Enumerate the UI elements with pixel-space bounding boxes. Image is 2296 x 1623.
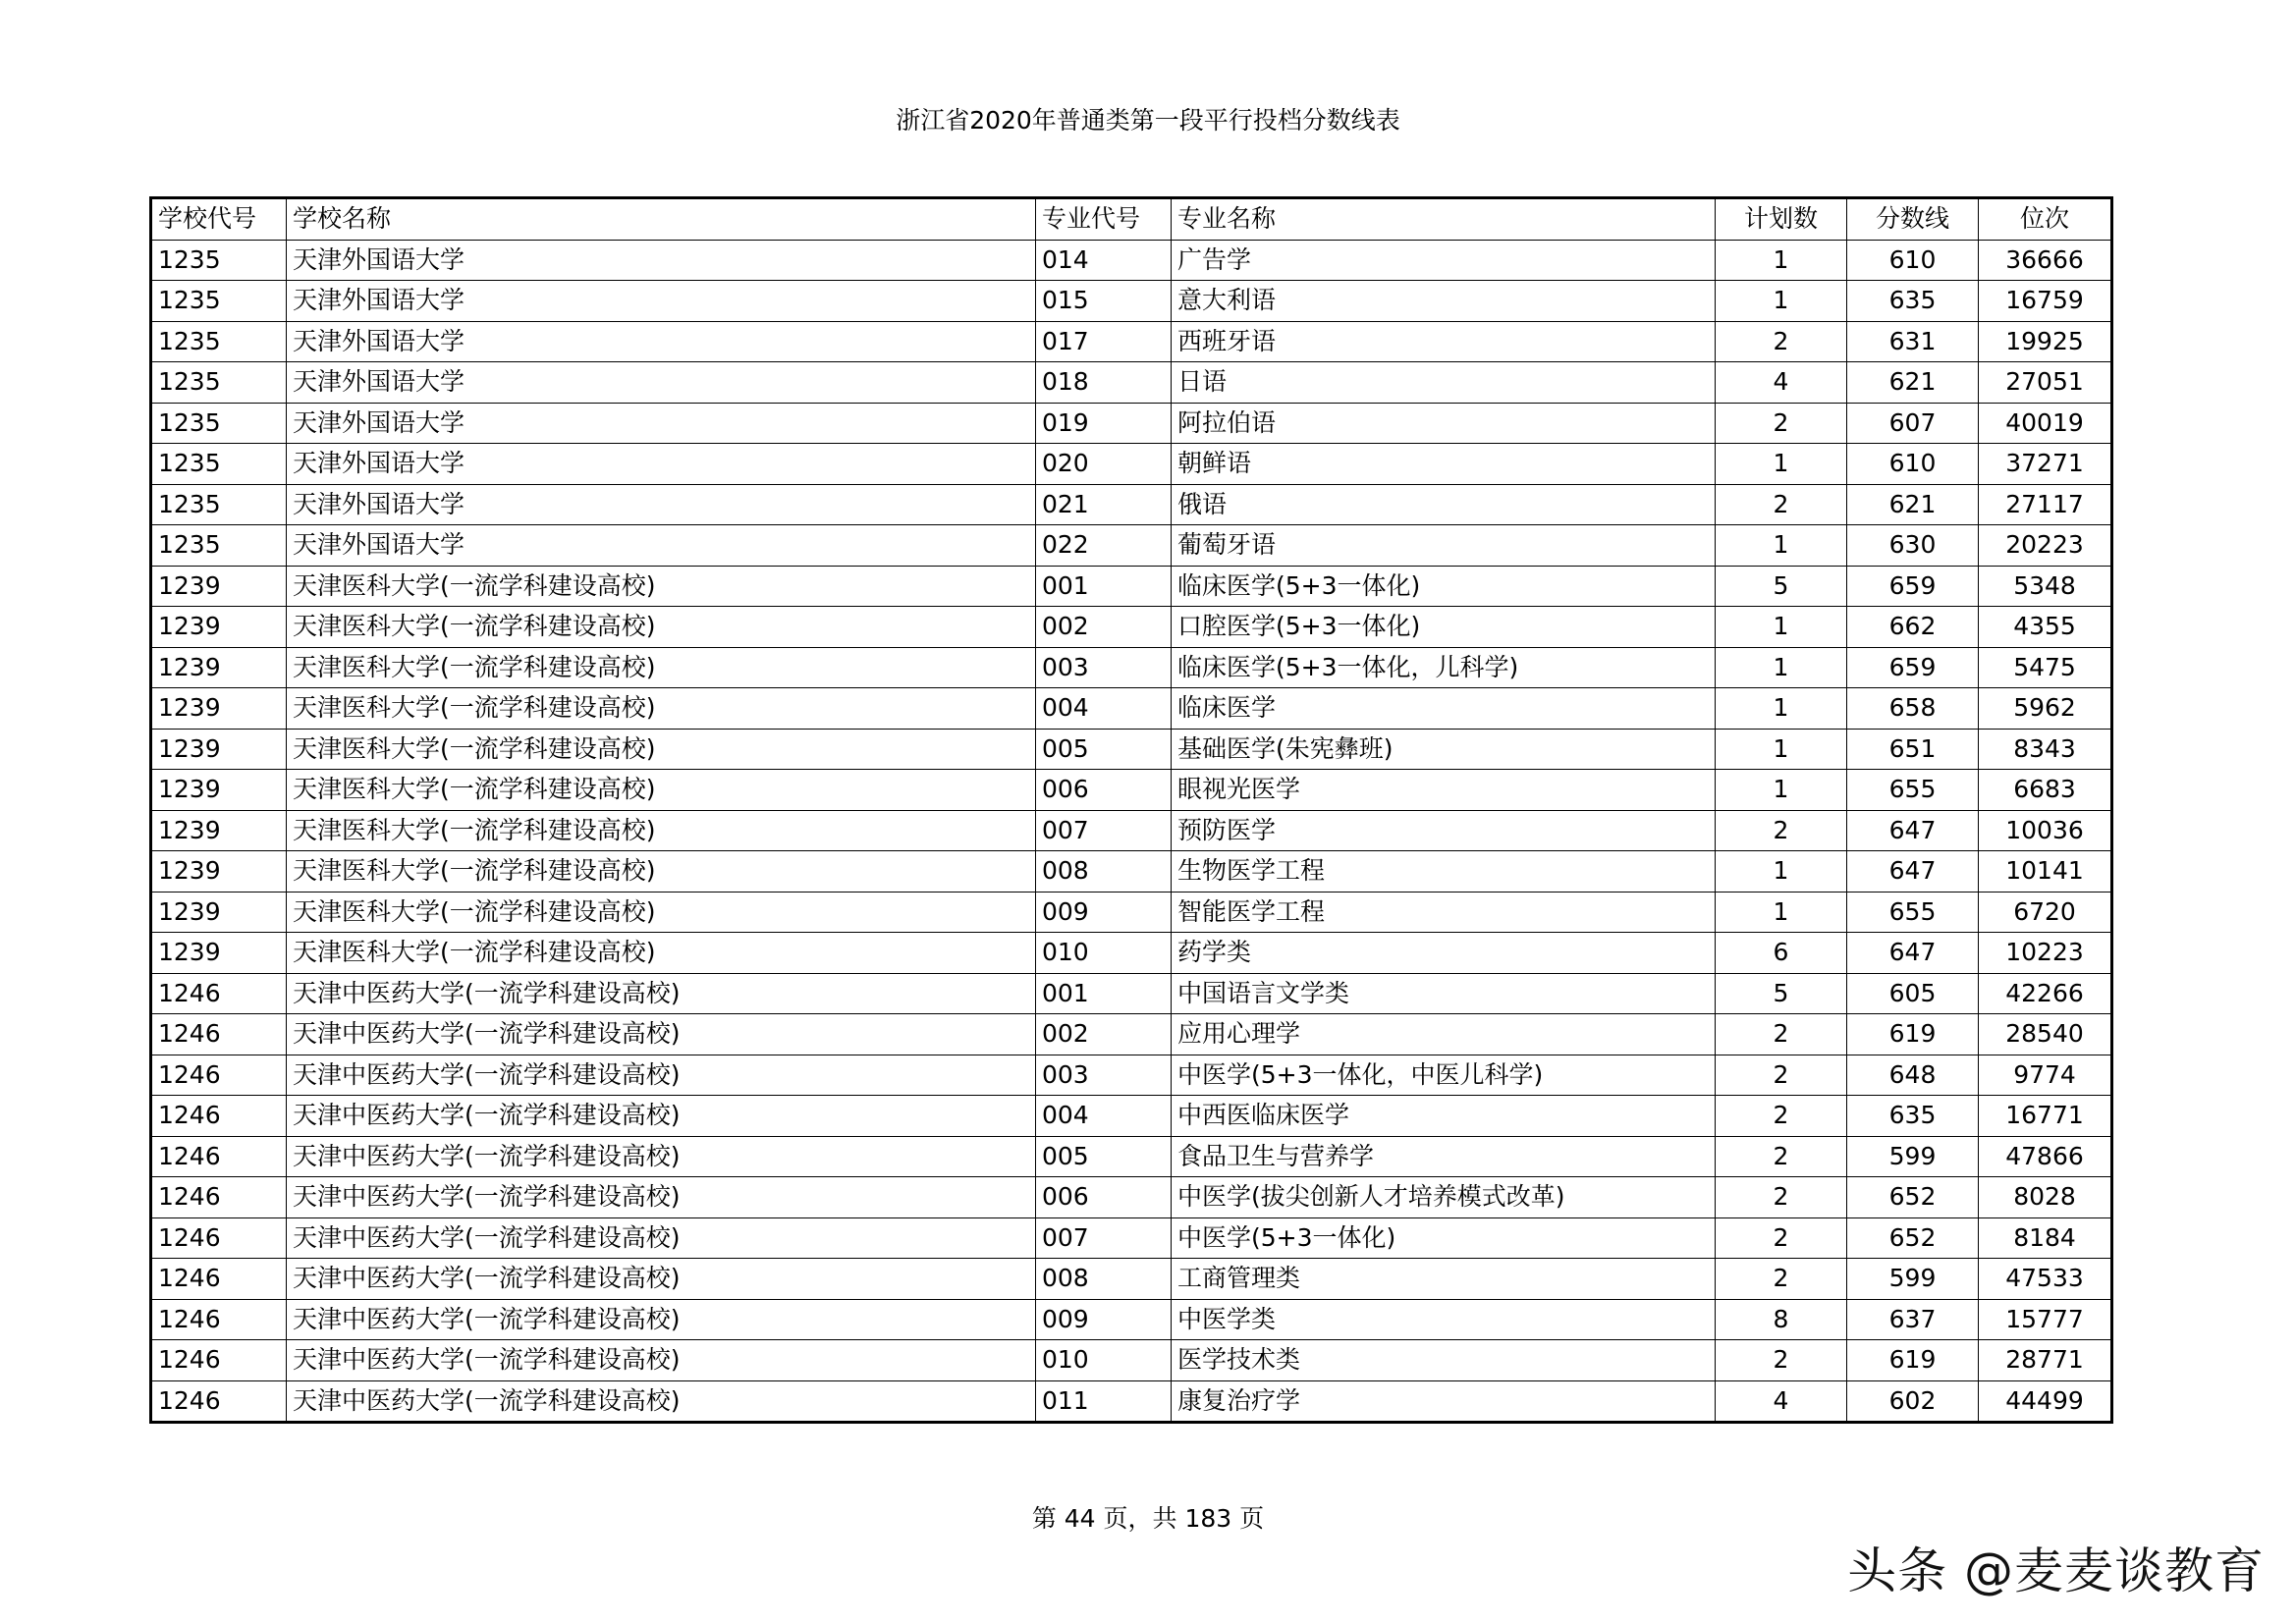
school-code-cell: 1246: [151, 973, 287, 1014]
school-name-cell: 天津外国语大学: [287, 484, 1036, 525]
score-line-cell: 599: [1847, 1136, 1979, 1177]
rank-cell: 47533: [1979, 1259, 2112, 1300]
major-name-cell: 医学技术类: [1172, 1340, 1716, 1381]
plan-count-cell: 1: [1716, 688, 1847, 730]
score-line-cell: 610: [1847, 240, 1979, 281]
score-line-cell: 637: [1847, 1299, 1979, 1340]
major-name-cell: 工商管理类: [1172, 1259, 1716, 1300]
major-name-cell: 朝鲜语: [1172, 444, 1716, 485]
score-line-cell: 607: [1847, 403, 1979, 444]
score-line-cell: 630: [1847, 525, 1979, 567]
rank-cell: 5348: [1979, 566, 2112, 607]
rank-cell: 8343: [1979, 729, 2112, 770]
major-name-cell: 西班牙语: [1172, 321, 1716, 362]
table-row: [151, 973, 2112, 1014]
score-line-cell: 647: [1847, 933, 1979, 974]
table-row: [151, 1380, 2112, 1423]
score-line-cell: 635: [1847, 1096, 1979, 1137]
school-name-cell: 天津外国语大学: [287, 403, 1036, 444]
rank-cell: 40019: [1979, 403, 2112, 444]
school-name-cell: 天津外国语大学: [287, 240, 1036, 281]
rank-cell: 10223: [1979, 933, 2112, 974]
plan-count-cell: 2: [1716, 1096, 1847, 1137]
rank-cell: 20223: [1979, 525, 2112, 567]
plan-count-cell: 2: [1716, 1177, 1847, 1218]
school-name-cell: 天津医科大学(一流学科建设高校): [287, 647, 1036, 688]
plan-count-cell: 1: [1716, 647, 1847, 688]
header-school-code: 学校代号: [151, 198, 287, 241]
major-code-cell: 005: [1036, 729, 1172, 770]
score-line-cell: 658: [1847, 688, 1979, 730]
plan-count-cell: 1: [1716, 851, 1847, 893]
rank-cell: 8028: [1979, 1177, 2112, 1218]
major-name-cell: 口腔医学(5+3一体化): [1172, 607, 1716, 648]
table-row: [151, 933, 2112, 974]
major-code-cell: 002: [1036, 607, 1172, 648]
major-name-cell: 广告学: [1172, 240, 1716, 281]
major-code-cell: 003: [1036, 1055, 1172, 1096]
major-name-cell: 中医学类: [1172, 1299, 1716, 1340]
table-row: [151, 362, 2112, 404]
school-code-cell: 1246: [151, 1177, 287, 1218]
score-line-cell: 621: [1847, 484, 1979, 525]
header-major-name: 专业名称: [1172, 198, 1716, 241]
table-row: [151, 240, 2112, 281]
major-name-cell: 阿拉伯语: [1172, 403, 1716, 444]
admission-score-table: [149, 196, 2113, 1424]
rank-cell: 19925: [1979, 321, 2112, 362]
school-name-cell: 天津外国语大学: [287, 321, 1036, 362]
watermark: 头条 @麦麦谈教育: [1847, 1542, 2265, 1599]
rank-cell: 6720: [1979, 892, 2112, 933]
score-line-cell: 602: [1847, 1380, 1979, 1423]
table-row: [151, 688, 2112, 730]
score-line-cell: 651: [1847, 729, 1979, 770]
plan-count-cell: 5: [1716, 973, 1847, 1014]
school-name-cell: 天津外国语大学: [287, 444, 1036, 485]
major-name-cell: 药学类: [1172, 933, 1716, 974]
school-code-cell: 1246: [151, 1340, 287, 1381]
table-row: [151, 1259, 2112, 1300]
table-row: [151, 484, 2112, 525]
plan-count-cell: 5: [1716, 566, 1847, 607]
school-name-cell: 天津中医药大学(一流学科建设高校): [287, 1177, 1036, 1218]
school-name-cell: 天津医科大学(一流学科建设高校): [287, 770, 1036, 811]
school-code-cell: 1239: [151, 647, 287, 688]
school-code-cell: 1239: [151, 729, 287, 770]
major-code-cell: 007: [1036, 1217, 1172, 1259]
major-name-cell: 康复治疗学: [1172, 1380, 1716, 1423]
major-code-cell: 015: [1036, 281, 1172, 322]
score-line-cell: 662: [1847, 607, 1979, 648]
major-name-cell: 中国语言文学类: [1172, 973, 1716, 1014]
plan-count-cell: 1: [1716, 729, 1847, 770]
score-line-cell: 652: [1847, 1217, 1979, 1259]
major-code-cell: 009: [1036, 1299, 1172, 1340]
school-code-cell: 1239: [151, 688, 287, 730]
plan-count-cell: 4: [1716, 1380, 1847, 1423]
major-code-cell: 010: [1036, 1340, 1172, 1381]
school-code-cell: 1246: [151, 1380, 287, 1423]
score-line-cell: 652: [1847, 1177, 1979, 1218]
plan-count-cell: 6: [1716, 933, 1847, 974]
major-code-cell: 002: [1036, 1014, 1172, 1055]
major-name-cell: 临床医学(5+3一体化): [1172, 566, 1716, 607]
school-code-cell: 1235: [151, 362, 287, 404]
plan-count-cell: 2: [1716, 1136, 1847, 1177]
score-line-cell: 655: [1847, 892, 1979, 933]
major-name-cell: 中医学(5+3一体化，中医儿科学): [1172, 1055, 1716, 1096]
table-row: [151, 444, 2112, 485]
plan-count-cell: 2: [1716, 1014, 1847, 1055]
major-name-cell: 临床医学: [1172, 688, 1716, 730]
table-body: [151, 240, 2112, 1423]
school-name-cell: 天津中医药大学(一流学科建设高校): [287, 1136, 1036, 1177]
score-line-cell: 605: [1847, 973, 1979, 1014]
school-code-cell: 1239: [151, 810, 287, 851]
table-row: [151, 1096, 2112, 1137]
score-line-cell: 647: [1847, 810, 1979, 851]
major-name-cell: 中医学(拔尖创新人才培养模式改革): [1172, 1177, 1716, 1218]
rank-cell: 36666: [1979, 240, 2112, 281]
school-code-cell: 1239: [151, 566, 287, 607]
major-code-cell: 014: [1036, 240, 1172, 281]
school-name-cell: 天津外国语大学: [287, 362, 1036, 404]
plan-count-cell: 2: [1716, 403, 1847, 444]
major-name-cell: 食品卫生与营养学: [1172, 1136, 1716, 1177]
major-code-cell: 018: [1036, 362, 1172, 404]
header-plan-count: 计划数: [1716, 198, 1847, 241]
major-code-cell: 011: [1036, 1380, 1172, 1423]
table-row: [151, 1014, 2112, 1055]
rank-cell: 9774: [1979, 1055, 2112, 1096]
major-code-cell: 006: [1036, 770, 1172, 811]
plan-count-cell: 2: [1716, 1217, 1847, 1259]
school-code-cell: 1246: [151, 1136, 287, 1177]
score-line-cell: 631: [1847, 321, 1979, 362]
page-title: 浙江省2020年普通类第一段平行投档分数线表: [896, 106, 1400, 135]
rank-cell: 42266: [1979, 973, 2112, 1014]
score-line-cell: 610: [1847, 444, 1979, 485]
rank-cell: 37271: [1979, 444, 2112, 485]
school-name-cell: 天津中医药大学(一流学科建设高校): [287, 1014, 1036, 1055]
plan-count-cell: 1: [1716, 607, 1847, 648]
table-row: [151, 1177, 2112, 1218]
plan-count-cell: 1: [1716, 892, 1847, 933]
school-name-cell: 天津医科大学(一流学科建设高校): [287, 810, 1036, 851]
school-code-cell: 1235: [151, 321, 287, 362]
table-row: [151, 1217, 2112, 1259]
plan-count-cell: 1: [1716, 281, 1847, 322]
major-name-cell: 眼视光医学: [1172, 770, 1716, 811]
major-name-cell: 基础医学(朱宪彝班): [1172, 729, 1716, 770]
table-row: [151, 525, 2112, 567]
header-major-code: 专业代号: [1036, 198, 1172, 241]
table-row: [151, 1340, 2112, 1381]
major-code-cell: 008: [1036, 1259, 1172, 1300]
table-row: [151, 810, 2112, 851]
major-code-cell: 019: [1036, 403, 1172, 444]
rank-cell: 4355: [1979, 607, 2112, 648]
school-name-cell: 天津中医药大学(一流学科建设高校): [287, 1096, 1036, 1137]
score-line-cell: 619: [1847, 1340, 1979, 1381]
page-footer: 第 44 页，共 183 页: [1031, 1504, 1265, 1533]
school-code-cell: 1235: [151, 484, 287, 525]
major-name-cell: 俄语: [1172, 484, 1716, 525]
school-code-cell: 1246: [151, 1259, 287, 1300]
table-row: [151, 607, 2112, 648]
major-code-cell: 004: [1036, 688, 1172, 730]
table-row: [151, 1136, 2112, 1177]
plan-count-cell: 4: [1716, 362, 1847, 404]
school-name-cell: 天津中医药大学(一流学科建设高校): [287, 1340, 1036, 1381]
major-code-cell: 020: [1036, 444, 1172, 485]
major-code-cell: 005: [1036, 1136, 1172, 1177]
major-name-cell: 应用心理学: [1172, 1014, 1716, 1055]
plan-count-cell: 2: [1716, 1259, 1847, 1300]
plan-count-cell: 2: [1716, 321, 1847, 362]
school-code-cell: 1246: [151, 1055, 287, 1096]
table-row: [151, 1055, 2112, 1096]
plan-count-cell: 2: [1716, 1340, 1847, 1381]
rank-cell: 28771: [1979, 1340, 2112, 1381]
score-line-cell: 659: [1847, 566, 1979, 607]
rank-cell: 5475: [1979, 647, 2112, 688]
school-code-cell: 1246: [151, 1014, 287, 1055]
school-code-cell: 1239: [151, 607, 287, 648]
admission-score-table-wrapper: [149, 196, 2113, 1424]
rank-cell: 16759: [1979, 281, 2112, 322]
major-code-cell: 007: [1036, 810, 1172, 851]
school-name-cell: 天津医科大学(一流学科建设高校): [287, 566, 1036, 607]
plan-count-cell: 8: [1716, 1299, 1847, 1340]
score-line-cell: 647: [1847, 851, 1979, 893]
plan-count-cell: 1: [1716, 770, 1847, 811]
table-header-row: [151, 198, 2112, 241]
school-name-cell: 天津医科大学(一流学科建设高校): [287, 729, 1036, 770]
table-row: [151, 321, 2112, 362]
rank-cell: 15777: [1979, 1299, 2112, 1340]
major-code-cell: 021: [1036, 484, 1172, 525]
score-line-cell: 621: [1847, 362, 1979, 404]
plan-count-cell: 1: [1716, 444, 1847, 485]
rank-cell: 28540: [1979, 1014, 2112, 1055]
score-line-cell: 655: [1847, 770, 1979, 811]
table-row: [151, 281, 2112, 322]
school-code-cell: 1235: [151, 403, 287, 444]
school-code-cell: 1235: [151, 281, 287, 322]
school-name-cell: 天津中医药大学(一流学科建设高校): [287, 1299, 1036, 1340]
school-name-cell: 天津医科大学(一流学科建设高校): [287, 851, 1036, 893]
rank-cell: 10036: [1979, 810, 2112, 851]
major-code-cell: 001: [1036, 973, 1172, 1014]
school-name-cell: 天津医科大学(一流学科建设高校): [287, 933, 1036, 974]
major-code-cell: 017: [1036, 321, 1172, 362]
school-code-cell: 1235: [151, 240, 287, 281]
table-row: [151, 403, 2112, 444]
school-name-cell: 天津外国语大学: [287, 281, 1036, 322]
major-name-cell: 中西医临床医学: [1172, 1096, 1716, 1137]
major-name-cell: 生物医学工程: [1172, 851, 1716, 893]
school-name-cell: 天津中医药大学(一流学科建设高校): [287, 973, 1036, 1014]
score-line-cell: 648: [1847, 1055, 1979, 1096]
rank-cell: 47866: [1979, 1136, 2112, 1177]
school-name-cell: 天津中医药大学(一流学科建设高校): [287, 1380, 1036, 1423]
school-code-cell: 1235: [151, 525, 287, 567]
plan-count-cell: 2: [1716, 484, 1847, 525]
major-code-cell: 003: [1036, 647, 1172, 688]
school-name-cell: 天津医科大学(一流学科建设高校): [287, 688, 1036, 730]
plan-count-cell: 1: [1716, 240, 1847, 281]
rank-cell: 44499: [1979, 1380, 2112, 1423]
rank-cell: 10141: [1979, 851, 2112, 893]
score-line-cell: 635: [1847, 281, 1979, 322]
rank-cell: 27117: [1979, 484, 2112, 525]
major-name-cell: 临床医学(5+3一体化，儿科学): [1172, 647, 1716, 688]
table-row: [151, 892, 2112, 933]
score-line-cell: 599: [1847, 1259, 1979, 1300]
table-row: [151, 770, 2112, 811]
score-line-cell: 659: [1847, 647, 1979, 688]
score-line-cell: 619: [1847, 1014, 1979, 1055]
major-code-cell: 004: [1036, 1096, 1172, 1137]
major-code-cell: 008: [1036, 851, 1172, 893]
rank-cell: 6683: [1979, 770, 2112, 811]
header-school-name: 学校名称: [287, 198, 1036, 241]
major-name-cell: 日语: [1172, 362, 1716, 404]
rank-cell: 5962: [1979, 688, 2112, 730]
school-code-cell: 1239: [151, 770, 287, 811]
school-name-cell: 天津中医药大学(一流学科建设高校): [287, 1259, 1036, 1300]
plan-count-cell: 1: [1716, 525, 1847, 567]
rank-cell: 8184: [1979, 1217, 2112, 1259]
major-name-cell: 中医学(5+3一体化): [1172, 1217, 1716, 1259]
plan-count-cell: 2: [1716, 1055, 1847, 1096]
school-name-cell: 天津医科大学(一流学科建设高校): [287, 607, 1036, 648]
school-code-cell: 1246: [151, 1299, 287, 1340]
major-code-cell: 009: [1036, 892, 1172, 933]
rank-cell: 27051: [1979, 362, 2112, 404]
header-rank: 位次: [1979, 198, 2112, 241]
school-name-cell: 天津中医药大学(一流学科建设高校): [287, 1055, 1036, 1096]
school-name-cell: 天津外国语大学: [287, 525, 1036, 567]
major-code-cell: 010: [1036, 933, 1172, 974]
rank-cell: 16771: [1979, 1096, 2112, 1137]
table-row: [151, 729, 2112, 770]
school-code-cell: 1235: [151, 444, 287, 485]
table-row: [151, 566, 2112, 607]
school-code-cell: 1246: [151, 1096, 287, 1137]
major-name-cell: 预防医学: [1172, 810, 1716, 851]
table-row: [151, 647, 2112, 688]
major-code-cell: 022: [1036, 525, 1172, 567]
header-score-line: 分数线: [1847, 198, 1979, 241]
school-code-cell: 1246: [151, 1217, 287, 1259]
school-name-cell: 天津中医药大学(一流学科建设高校): [287, 1217, 1036, 1259]
major-name-cell: 智能医学工程: [1172, 892, 1716, 933]
major-code-cell: 006: [1036, 1177, 1172, 1218]
table-row: [151, 851, 2112, 893]
school-code-cell: 1239: [151, 892, 287, 933]
major-code-cell: 001: [1036, 566, 1172, 607]
plan-count-cell: 2: [1716, 810, 1847, 851]
major-name-cell: 意大利语: [1172, 281, 1716, 322]
school-name-cell: 天津医科大学(一流学科建设高校): [287, 892, 1036, 933]
school-code-cell: 1239: [151, 851, 287, 893]
major-name-cell: 葡萄牙语: [1172, 525, 1716, 567]
table-row: [151, 1299, 2112, 1340]
school-code-cell: 1239: [151, 933, 287, 974]
